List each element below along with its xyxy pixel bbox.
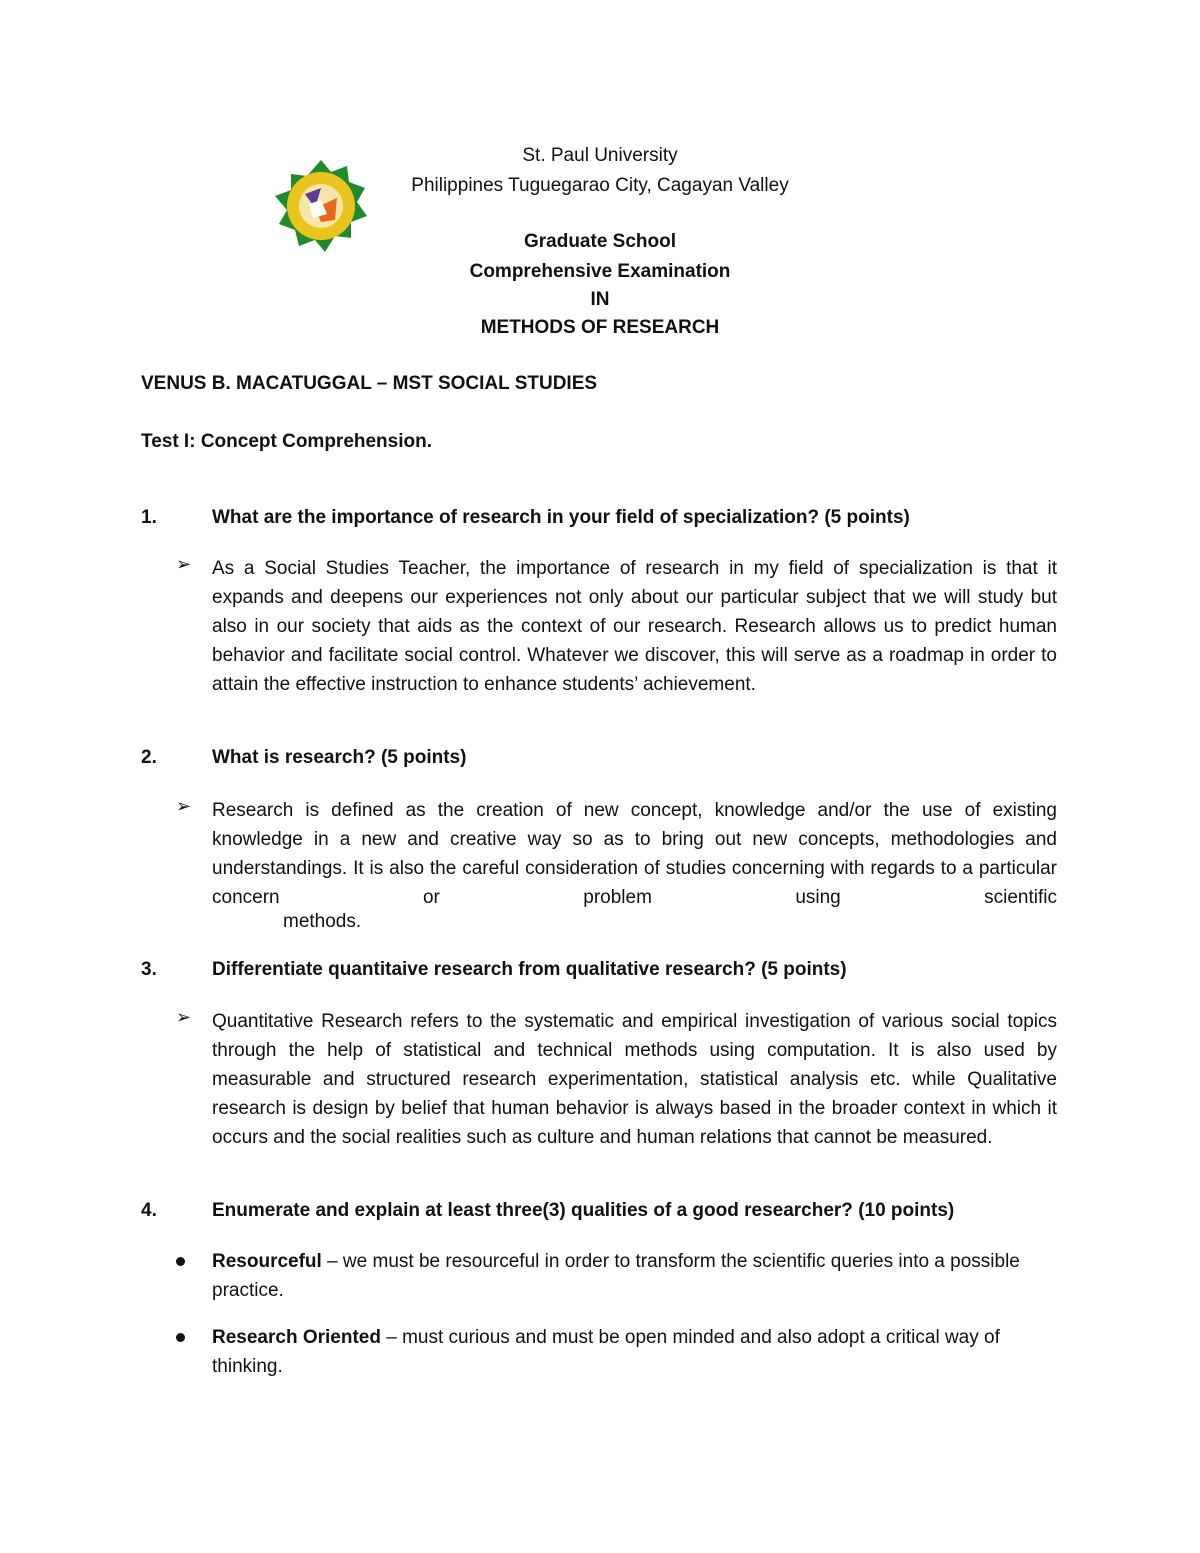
answer-text: Quantitative Research refers to the systematic and empirical investigation of various social topics through the help of statistical and technical methods using computation. It is also used by measurable and structured research experimentation, statistical analysis etc. while Qualitative research is design by belief that human behavior is always based in the broader context in which it occurs and the social realities such as culture and human relations that cannot be measured. [212, 1011, 1057, 1148]
exam-subject: METHODS OF RESEARCH [480, 317, 720, 338]
exam-in: IN [590, 289, 610, 310]
bullet-item [212, 1247, 1057, 1305]
student-name: VENUS B. MACATUGGAL – MST SOCIAL STUDIES [141, 373, 598, 394]
question-number: 3. [141, 959, 157, 980]
university-name: St. Paul University [522, 145, 678, 166]
arrow-bullet-icon: ➢ [176, 554, 192, 574]
bullet-term: Resourceful [212, 1251, 322, 1272]
bullet-dot-icon [176, 1333, 185, 1342]
question-text: What is research? (5 points) [212, 747, 467, 768]
exam-title: Comprehensive Examination [469, 261, 731, 282]
question-text: Differentiate quantitaive research from qualitative research? (5 points) [212, 959, 847, 980]
bullet-item [212, 1323, 1057, 1381]
test-title: Test I: Concept Comprehension. [141, 431, 433, 452]
answer-text: Research is defined as the creation of new concept, knowledge and/or the use of existing knowledge in a new and creative way so as to bring out new concepts, methodologies and understandings. It is also the careful consideration of studies concerning with regards to a particular concern or problem using scientific [212, 800, 1057, 908]
bullet-dot-icon [176, 1257, 185, 1266]
arrow-bullet-icon: ➢ [176, 1007, 192, 1027]
bullet-term: Research Oriented [212, 1327, 381, 1348]
answer-text: As a Social Studies Teacher, the importance of research in my field of specialization is that it expands and deepens our experiences not only about our particular subject that we will study but also in our society that aids as the context of our research. Research allows us to predict human behavior and facilitate social control. Whatever we discover, this will serve as a roadmap in order to attain the effective instruction to enhance students’ achievement. [212, 558, 1057, 695]
question-number: 2. [141, 747, 157, 768]
question-text: What are the importance of research in your field of specialization? (5 points) [212, 507, 910, 528]
bullet-text: – we must be resourceful in order to transform the scientific queries into a possible practice. [212, 1251, 1020, 1301]
answer-text-last-line: methods. [283, 911, 362, 932]
bullet-text: – must curious and must be open minded and also adopt a critical way of thinking. [212, 1327, 1000, 1377]
question-number: 4. [141, 1200, 157, 1221]
arrow-bullet-icon: ➢ [176, 796, 192, 816]
question-number: 1. [141, 507, 157, 528]
university-location: Philippines Tuguegarao City, Cagayan Valley [411, 175, 789, 196]
graduate-school: Graduate School [523, 231, 677, 252]
question-text: Enumerate and explain at least three(3) qualities of a good researcher? (10 points) [212, 1200, 955, 1221]
